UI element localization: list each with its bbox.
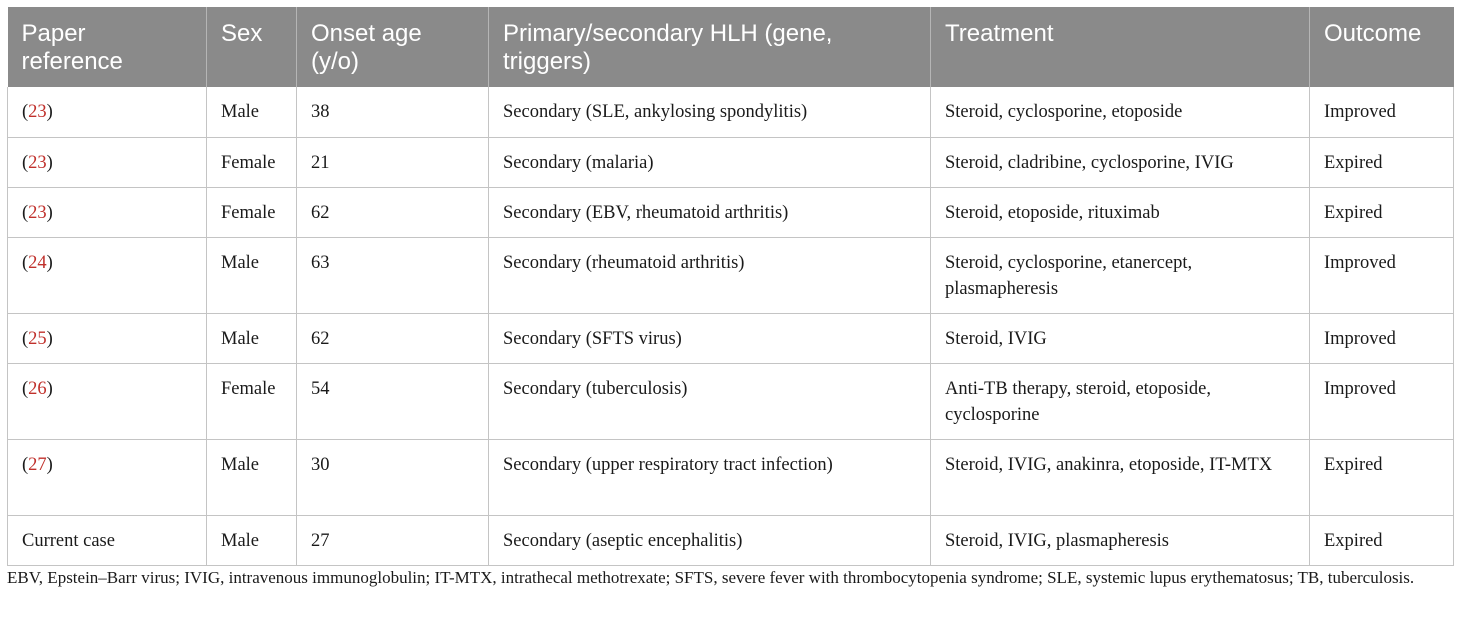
cell-hlh-type: Secondary (SLE, ankylosing spondylitis) (489, 87, 931, 137)
cell-treatment: Anti-TB therapy, steroid, etoposide, cyclosporine (931, 363, 1310, 439)
cell-outcome: Improved (1310, 87, 1454, 137)
header-onset-age: Onset age (y/o) (297, 7, 489, 87)
cell-onset-age: 27 (297, 515, 489, 565)
cell-onset-age: 63 (297, 237, 489, 313)
reference-open-paren: ( (22, 454, 29, 475)
reference-close-paren: ) (46, 454, 53, 475)
header-treatment: Treatment (931, 7, 1310, 87)
cell-treatment: Steroid, cladribine, cyclosporine, IVIG (931, 137, 1310, 187)
cell-paper-reference (8, 439, 207, 515)
cell-paper-reference (8, 137, 207, 187)
table-row (8, 237, 1454, 313)
cell-outcome: Expired (1310, 137, 1454, 187)
table-row (8, 313, 1454, 363)
cell-paper-reference (8, 237, 207, 313)
reference-close-paren: ) (46, 152, 53, 173)
cell-outcome: Improved (1310, 363, 1454, 439)
cell-paper-reference (8, 515, 207, 565)
reference-link[interactable]: 23 (28, 202, 47, 223)
cell-sex: Female (207, 363, 297, 439)
cell-outcome: Expired (1310, 515, 1454, 565)
cell-outcome: Improved (1310, 237, 1454, 313)
reference-link[interactable]: 25 (28, 328, 47, 349)
cell-sex: Female (207, 137, 297, 187)
reference-open-paren: ( (22, 152, 29, 173)
table-header (8, 7, 1454, 87)
cell-onset-age: 30 (297, 439, 489, 515)
cell-treatment: Steroid, IVIG (931, 313, 1310, 363)
cell-onset-age: 21 (297, 137, 489, 187)
header-sex: Sex (207, 7, 297, 87)
reference-link[interactable]: 23 (28, 152, 47, 173)
cell-onset-age: 54 (297, 363, 489, 439)
reference-close-paren: ) (46, 328, 53, 349)
table-row (8, 363, 1454, 439)
header-paper-reference: Paper reference (8, 7, 207, 87)
case-comparison-table (7, 7, 1454, 566)
reference-open-paren: ( (22, 102, 29, 122)
header-row (8, 7, 1454, 87)
cell-onset-age: 62 (297, 187, 489, 237)
cell-treatment: Steroid, etoposide, rituximab (931, 187, 1310, 237)
table-row (8, 87, 1454, 137)
cell-treatment: Steroid, cyclosporine, etoposide (931, 87, 1310, 137)
cell-sex: Male (207, 87, 297, 137)
cell-sex: Male (207, 237, 297, 313)
reference-close-paren: ) (46, 202, 53, 223)
cell-sex: Female (207, 187, 297, 237)
cell-treatment: Steroid, IVIG, anakinra, etoposide, IT-MTX (931, 439, 1310, 515)
cell-hlh-type: Secondary (malaria) (489, 137, 931, 187)
cell-treatment: Steroid, IVIG, plasmapheresis (931, 515, 1310, 565)
cell-onset-age: 62 (297, 313, 489, 363)
reference-link[interactable]: 26 (28, 378, 47, 399)
reference-open-paren: ( (22, 378, 29, 399)
cell-outcome: Improved (1310, 313, 1454, 363)
cell-paper-reference (8, 87, 207, 137)
cell-paper-reference (8, 363, 207, 439)
reference-link[interactable]: 27 (28, 454, 47, 475)
reference-link[interactable]: 23 (28, 102, 47, 122)
cell-treatment: Steroid, cyclosporine, etanercept, plasmapheresis (931, 237, 1310, 313)
cell-sex: Male (207, 515, 297, 565)
cell-paper-reference (8, 187, 207, 237)
cell-sex: Male (207, 313, 297, 363)
cell-hlh-type: Secondary (SFTS virus) (489, 313, 931, 363)
cell-hlh-type: Secondary (EBV, rheumatoid arthritis) (489, 187, 931, 237)
header-hlh-type: Primary/secondary HLH (gene, triggers) (489, 7, 931, 87)
cell-outcome: Expired (1310, 187, 1454, 237)
cell-onset-age: 38 (297, 87, 489, 137)
table-row (8, 187, 1454, 237)
case-table-container (7, 7, 1453, 566)
table-footnote: EBV, Epstein–Barr virus; IVIG, intravenous immunoglobulin; IT-MTX, intrathecal methotrexate; SFTS, severe fever with thrombocytopenia syndrome; SLE, systemic lupus erythematosus; TB, tuberculosis. (7, 568, 1415, 587)
cell-hlh-type: Secondary (tuberculosis) (489, 363, 931, 439)
reference-link[interactable]: 24 (28, 252, 47, 273)
header-outcome: Outcome (1324, 20, 1422, 47)
table-row (8, 439, 1454, 515)
table-row (8, 137, 1454, 187)
reference-close-paren: ) (46, 102, 53, 122)
table-row (8, 515, 1454, 565)
cell-paper-reference (8, 313, 207, 363)
reference-open-paren: ( (22, 202, 29, 223)
cell-hlh-type: Secondary (upper respiratory tract infection) (489, 439, 931, 515)
cell-sex: Male (207, 439, 297, 515)
reference-close-paren: ) (46, 252, 53, 273)
reference-open-paren: ( (22, 252, 29, 273)
reference-open-paren: ( (22, 328, 29, 349)
cell-hlh-type: Secondary (rheumatoid arthritis) (489, 237, 931, 313)
reference-text: Current case (22, 530, 115, 551)
reference-close-paren: ) (46, 378, 53, 399)
cell-outcome: Expired (1310, 439, 1454, 515)
table-body (8, 87, 1454, 565)
cell-hlh-type: Secondary (aseptic encephalitis) (489, 515, 931, 565)
